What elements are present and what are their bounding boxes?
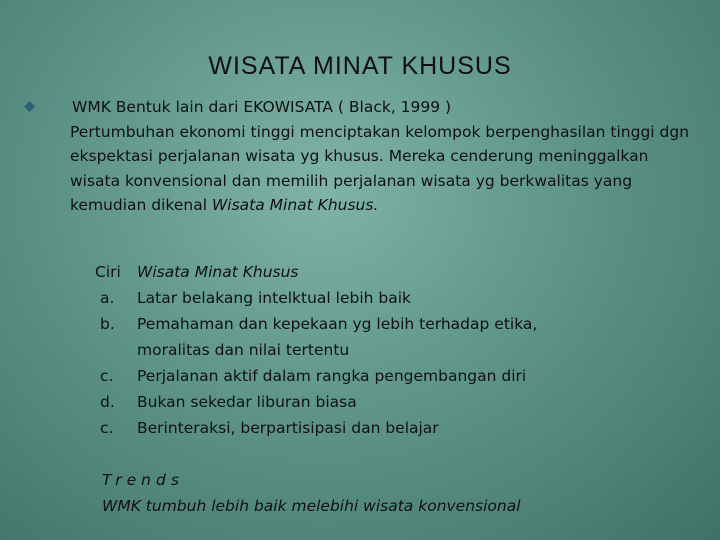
trends-section — [102, 467, 521, 519]
list-item-mark: c. — [100, 367, 114, 385]
slide-title: WISATA MINAT KHUSUS — [208, 52, 512, 80]
list-item — [95, 311, 537, 337]
trends-text: WMK tumbuh lebih baik melebihi wisata konvensional — [102, 497, 521, 515]
list-header-text: Wisata Minat Khusus — [137, 263, 299, 281]
list-item-text: Bukan sekedar liburan biasa — [137, 393, 357, 411]
trends-heading: Trends — [102, 471, 184, 489]
list-item-text: moralitas dan nilai tertentu — [137, 341, 350, 359]
list-item-text: Pemahaman dan kepekaan yg lebih terhadap etika, — [137, 315, 538, 333]
list-item-mark: c. — [100, 419, 114, 437]
list-header — [95, 259, 537, 285]
intro-line: WMK Bentuk lain dari EKOWISATA ( Black, 1999 ) — [72, 98, 452, 116]
list-item — [95, 337, 537, 363]
list-item — [95, 415, 537, 441]
list-item-text: Perjalanan aktif dalam rangka pengembangan diri — [137, 367, 527, 385]
list-item-mark — [95, 337, 137, 363]
list-item — [95, 285, 537, 311]
list-header-prefix: Ciri — [95, 263, 121, 281]
list-item-mark: a. — [100, 289, 115, 307]
list-item-mark: d. — [100, 393, 115, 411]
list-item — [95, 363, 537, 389]
intro-paragraph — [70, 95, 695, 218]
list-item-text: Berinteraksi, berpartisipasi dan belajar — [137, 419, 439, 437]
diamond-bullet-icon — [24, 101, 35, 112]
list-item — [95, 389, 537, 415]
intro-body: Pertumbuhan ekonomi tinggi menciptakan kelompok berpenghasilan tinggi dgn ekspektasi perjalanan wisata yg khusus. Mereka cenderung meninggalkan wisata konvensional dan memilih perjalanan wisata yg berkwalitas yang kemudian dikenal — [70, 122, 690, 214]
list-item-mark: b. — [100, 315, 115, 333]
list-item-text: Latar belakang intelktual lebih baik — [137, 289, 411, 307]
intro-emphasis: Wisata Minat Khusus. — [211, 196, 379, 214]
characteristics-list — [95, 259, 537, 441]
